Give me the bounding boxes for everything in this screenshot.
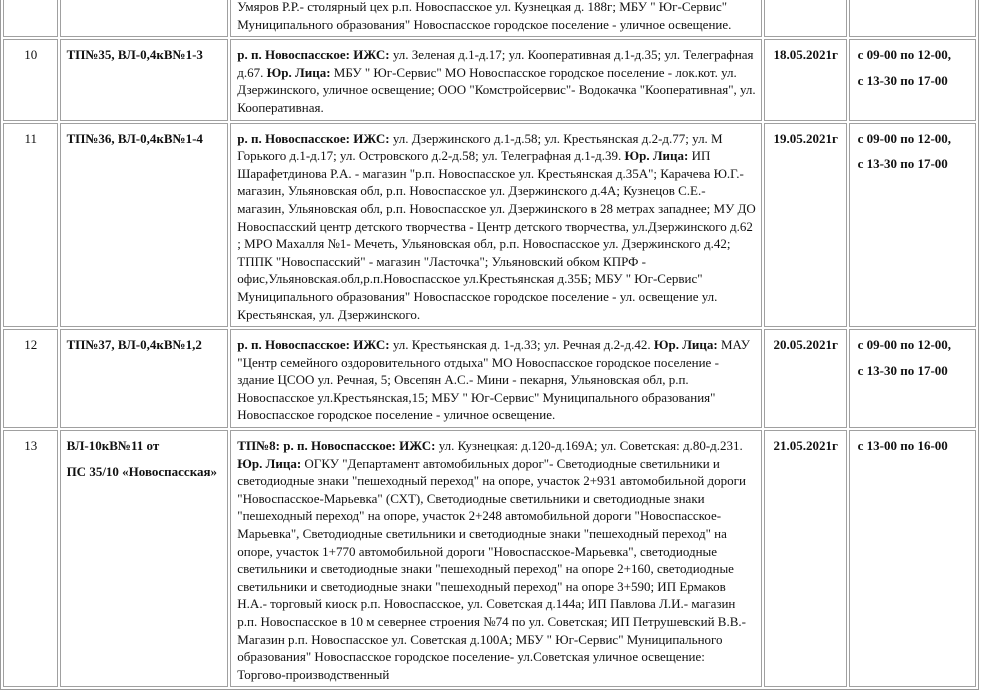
outage-time	[849, 0, 976, 37]
time-slot: с 09-00 по 12-00,	[857, 337, 952, 353]
time-slot: с 13-00 по 16-00	[857, 438, 948, 454]
table-row	[3, 329, 976, 428]
time-slot: с 13-30 по 17-00	[857, 156, 948, 172]
table-row	[3, 430, 976, 687]
address-text: ОГКУ "Департамент автомобильных дорог"- Светодиодные светильники и светодиодные знаки "пешеходный переход" на опоре, участок 2+931 автомобильной дороги "Новоспасское-Марьевка" (СХТ), Светодиодные светильники и светодиодные знаки "пешеходный переход" на опоре, участок 2+248 автомобильной дороги "Новоспасское-Марьевка", Светодиодные светильники и светодиодные знаки "пешеходный переход" на опоре, участок 1+770 автомобильной дороги "Новоспасское-Марьевка", светодиодные светильники и светодиодные знаки "пешеходный переход" на опоре 2+160, светодиодные светильники и светодиодные знаки "пешеходный переход" на опоре 3+590; ИП Ермаков Н.А.- торговый киоск р.п. Новоспасское, ул. Советская д.144а; ИП Павлова Л.И.- магазин р.п. Новоспасское в 10 м севернее строения №74 по ул. Советская; ИП Петрушевский В.В.- Магазин р.п. Новоспасское ул. Советская д.100А; МБУ " Юг-Сервис" Муниципального образования" Новоспасское городское поселение- ул.Советская уличное освещение: Торгово-производственный	[237, 455, 746, 682]
row-number: 10	[3, 39, 58, 120]
affected-addresses	[230, 430, 762, 687]
power-line-object	[60, 329, 229, 428]
power-line-object	[60, 39, 229, 120]
object-line: ТП№36, ВЛ-0,4кВ№1-4	[66, 130, 203, 146]
table-row	[3, 123, 976, 328]
outage-time	[849, 39, 976, 120]
power-line-object	[60, 123, 229, 328]
outage-date: 18.05.2021г	[764, 39, 847, 120]
address-heading: р. п. Новоспасское: ИЖС:	[237, 130, 393, 146]
outage-time	[849, 329, 976, 428]
row-number	[3, 0, 58, 37]
object-line: ТП№35, ВЛ-0,4кВ№1-3	[66, 47, 203, 63]
power-line-object	[60, 0, 229, 37]
time-slot: с 09-00 по 12-00,	[857, 130, 952, 146]
table-row	[3, 0, 976, 37]
row-number: 13	[3, 430, 58, 687]
outage-date: 21.05.2021г	[764, 430, 847, 687]
object-line: ВЛ-10кВ№11 от	[66, 438, 160, 454]
outage-date: 20.05.2021г	[764, 329, 847, 428]
address-heading: Юр. Лица:	[653, 337, 721, 353]
address-heading: р. п. Новоспасское: ИЖС:	[237, 337, 393, 353]
address-heading: р. п. Новоспасское: ИЖС:	[237, 47, 393, 63]
address-text: ул. Крестьянская д. 1-д.33; ул. Речная д.2-д.42.	[392, 337, 654, 353]
outage-date: 19.05.2021г	[764, 123, 847, 328]
object-line: ПС 35/10 «Новоспасская»	[66, 463, 218, 479]
outage-time	[849, 123, 976, 328]
address-heading: Юр. Лица:	[266, 64, 334, 80]
address-text: ул. Кузнецкая: д.120-д.169А; ул. Советская: д.80-д.231.	[438, 438, 743, 454]
object-line: ТП№37, ВЛ-0,4кВ№1,2	[66, 337, 202, 353]
address-text: ИП Шарафетдинова Р.А. - магазин "р.п. Новоспасское ул. Крестьянская д.35А"; Карачева Ю.Г.- магазин, Ульяновская обл, р.п. Новоспасское ул. Дзержинского д.4А; Кузнецов С.Е.- магазин, Ульяновская обл, р.п. Новоспасское ул. Дзержинского в 28 метрах западнее; МУ ДО Новоспасский центр детского творчества - Центр детского творчества, ул.Дзержинского д.62 ; МРО Махалля №1- Мечеть, Ульяновская обл, р.п. Новоспасское ул. Дзержинского д.42; ТППК "Новоспасский" - магазин "Ласточка"; Ульяновский обком КПРФ - офис,Ульяновская.обл,р.п.Новоспасское ул.Крестьянская д.35Б; МБУ " Юг-Сервис" Муниципального образования" Новоспасское городское поселение - ул. освещение ул. Крестьянская, ул. Дзержинского.	[237, 148, 756, 322]
outage-time	[849, 430, 976, 687]
address-text: Умяров Р.Р.- столярный цех р.п. Новоспасское ул. Кузнецкая д. 188г; МБУ " Юг-Сервис" Муниципального образования" Новоспасское городское поселение - уличное освещение.	[237, 0, 732, 32]
row-number: 12	[3, 329, 58, 428]
table-row	[3, 39, 976, 120]
address-text: МБУ " Юг-Сервис" МО Новоспасское городское поселение - лок.кот. ул. Дзержинского, уличное освещение; ООО "Комстройсервис"- Водокачка "Кооперативная", ул. Кооперативная.	[237, 64, 756, 115]
table-body	[3, 0, 976, 687]
power-line-object	[60, 430, 229, 687]
address-text: МАУ "Центр семейного оздоровительного отдыха" МО Новоспасское городское поселение - здание ЦСОО ул. Речная, 5; Овсепян А.С.- Мини - пекарня, Ульяновская обл, р.п. Новоспасское ул.Крестьянская,15; МБУ " Юг-Сервис" Муниципального образования" Новоспасское городское поселение - уличное освещение.	[237, 337, 750, 423]
outage-date	[764, 0, 847, 37]
affected-addresses	[230, 0, 762, 37]
address-heading: ТП№8: р. п. Новоспасское: ИЖС:	[237, 438, 439, 454]
address-heading: Юр. Лица:	[624, 148, 692, 164]
time-slot: с 13-30 по 17-00	[857, 72, 948, 88]
affected-addresses	[230, 123, 762, 328]
address-heading: Юр. Лица:	[237, 455, 305, 471]
affected-addresses	[230, 329, 762, 428]
address-text: ул. Дзержинского д.1-д.58; ул. Крестьянская д.2-д.77; ул. М Горького д.1-д.17; ул. Островского д.2-д.58; ул. Телеграфная д.1-д.39.	[237, 130, 723, 164]
affected-addresses	[230, 39, 762, 120]
row-number: 11	[3, 123, 58, 328]
address-text: ул. Зеленая д.1-д.17; ул. Кооперативная д.1-д.35; ул. Телеграфная д.67.	[237, 47, 754, 80]
time-slot: с 09-00 по 12-00,	[857, 47, 952, 63]
time-slot: с 13-30 по 17-00	[857, 362, 948, 378]
